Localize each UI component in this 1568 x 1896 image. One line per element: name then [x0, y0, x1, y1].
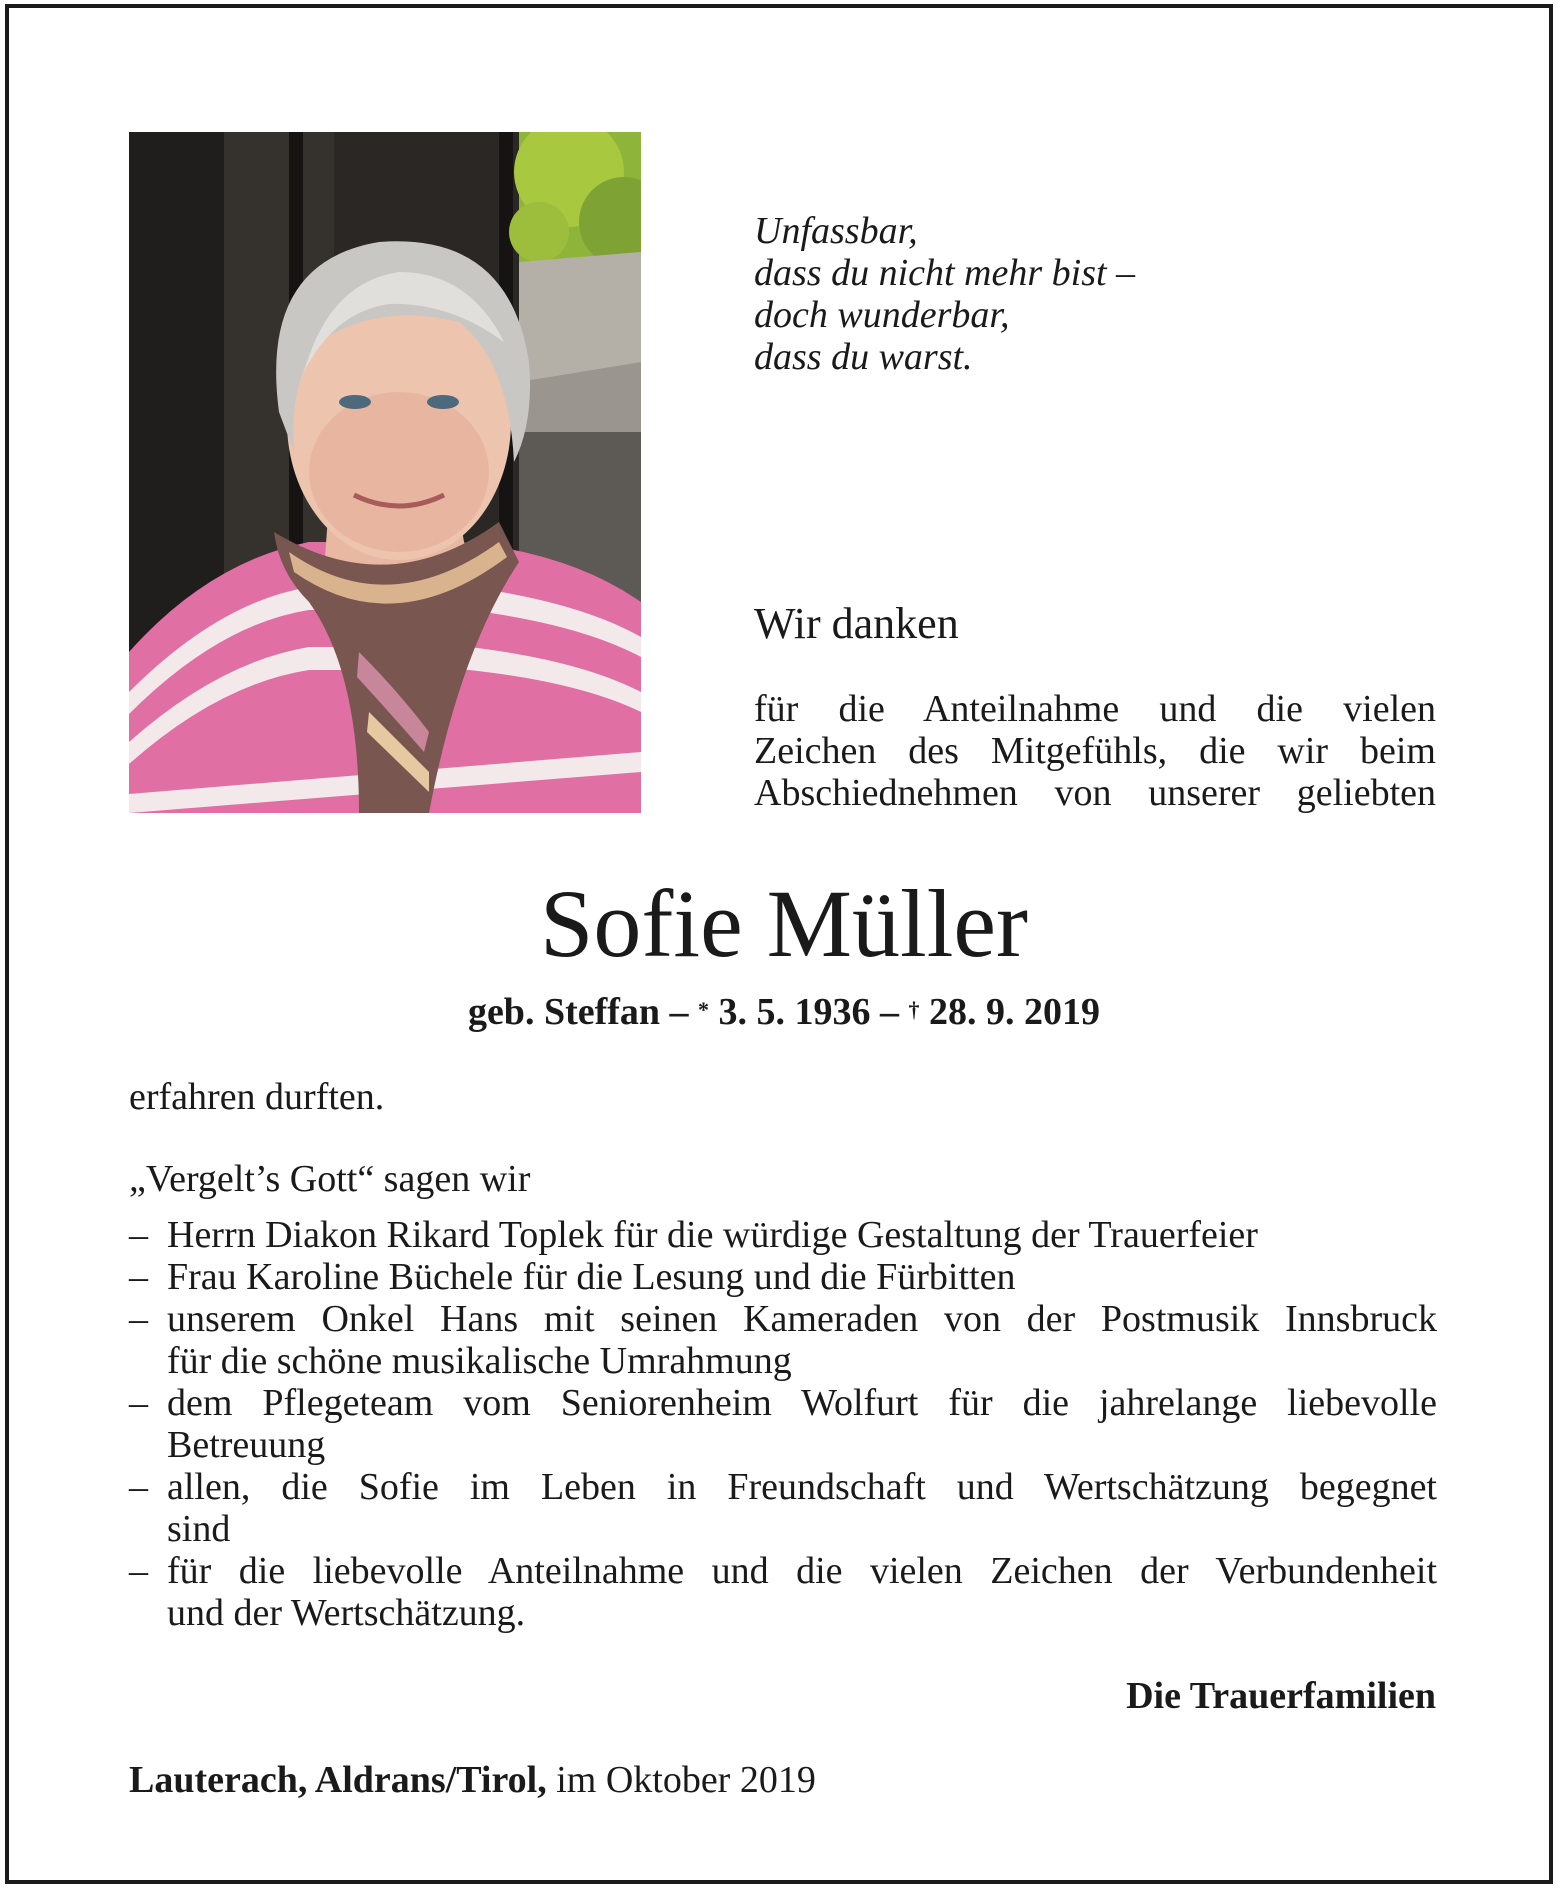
death-cross-symbol: †: [908, 997, 920, 1022]
death-date: 28. 9. 2019: [929, 991, 1101, 1033]
list-dash: –: [129, 1214, 148, 1256]
closing-phrase: erfahren durften.: [129, 1076, 385, 1118]
list-item-line: sind: [167, 1508, 231, 1550]
list-item-line: unserem Onkel Hans mit seinen Kameraden von der Postmusik Innsbruck: [167, 1298, 1437, 1340]
poem-line: Unfassbar,: [754, 210, 918, 252]
list-item: [129, 1382, 1437, 1466]
portrait-photo: [129, 132, 641, 813]
poem-line: doch wunderbar,: [754, 294, 1010, 336]
thanks-heading: Wir danken: [754, 599, 959, 648]
list-item-line: Herrn Diakon Rikard Toplek für die würdige Gestaltung der Trauerfeier: [167, 1214, 1258, 1256]
list-item: [129, 1256, 1437, 1298]
place-and-date: [129, 1756, 816, 1804]
poem: [754, 210, 1135, 378]
list-item-line: allen, die Sofie im Leben in Freundschaft und Wertschätzung begegnet: [167, 1466, 1437, 1508]
list-dash: –: [129, 1550, 148, 1592]
birth-symbol: *: [698, 997, 710, 1022]
list-item: [129, 1466, 1437, 1550]
thanks-body-line: Abschiednehmen von unserer geliebten: [754, 772, 1436, 814]
vergelts-gott-line: „Vergelt’s Gott“ sagen wir: [129, 1158, 531, 1200]
list-item-line: für die liebevolle Anteilnahme und die vielen Zeichen der Verbundenheit: [167, 1550, 1437, 1592]
maiden-name: geb. Steffan –: [467, 991, 689, 1033]
list-dash: –: [129, 1298, 148, 1340]
birth-death-dates: [0, 988, 1568, 1036]
thanks-body: [754, 688, 1436, 814]
list-item-line: für die schöne musikalische Umrahmung: [167, 1340, 792, 1382]
poem-line: dass du warst.: [754, 336, 973, 378]
list-dash: –: [129, 1466, 148, 1508]
list-item-line: dem Pflegeteam vom Seniorenheim Wolfurt für die jahrelange liebevolle: [167, 1382, 1437, 1424]
poem-line: dass du nicht mehr bist –: [754, 252, 1136, 294]
place-date: im Oktober 2019: [556, 1759, 816, 1801]
thanks-body-line: für die Anteilnahme und die vielen: [754, 688, 1436, 730]
list-item: [129, 1214, 1437, 1256]
list-item: [129, 1550, 1437, 1634]
list-item-line: Betreuung: [167, 1424, 326, 1466]
place-locations: Lauterach, Aldrans/Tirol,: [129, 1759, 547, 1801]
thanks-body-line: Zeichen des Mitgefühls, die wir beim: [754, 730, 1436, 772]
signoff: Die Trauerfamilien: [1126, 1675, 1436, 1717]
list-item-line: Frau Karoline Büchele für die Lesung und die Fürbitten: [167, 1256, 1016, 1298]
deceased-name: Sofie Müller: [540, 870, 1028, 977]
birth-date: 3. 5. 1936 –: [718, 991, 900, 1033]
list-item: [129, 1298, 1437, 1382]
list-dash: –: [129, 1256, 148, 1298]
list-dash: –: [129, 1382, 148, 1424]
thanks-list: [129, 1214, 1437, 1634]
list-item-line: und der Wertschätzung.: [167, 1592, 526, 1634]
